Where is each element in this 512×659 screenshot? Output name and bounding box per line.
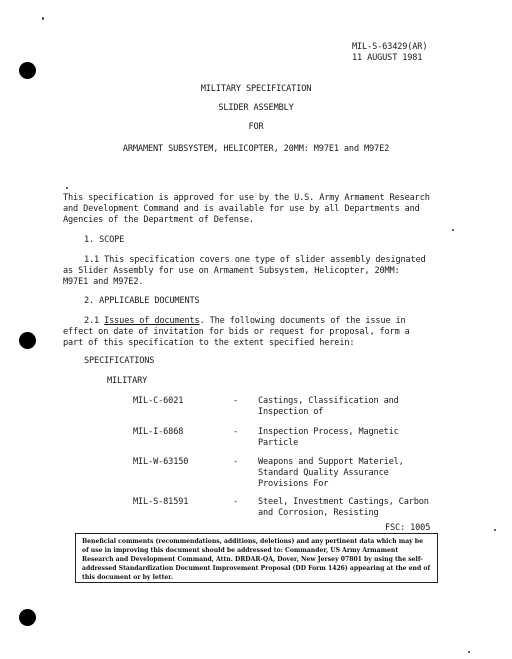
title-line-3: FOR <box>248 122 264 132</box>
fsc-code: FSC: 1005 <box>385 523 431 533</box>
approval-line-1: This specification is approved for use by the U.S. Army Armament Research <box>63 193 430 203</box>
para-2-1-number: 2.1 <box>84 316 100 326</box>
specifications-heading: SPECIFICATIONS <box>84 356 155 366</box>
title-line-2: SLIDER ASSEMBLY <box>218 103 294 113</box>
section-heading-applicable-documents: 2. APPLICABLE DOCUMENTS <box>84 296 200 306</box>
spec-title-line: Weapons and Support Materiel, <box>258 457 404 467</box>
para-2-1-line-3: part of this specification to the extent specified herein: <box>63 338 355 348</box>
spec-title-line: Steel, Investment Castings, Carbon <box>258 497 429 507</box>
spec-title-line: Standard Quality Assurance <box>258 468 389 478</box>
scan-speck <box>42 17 44 20</box>
spec-dash: - <box>233 457 239 467</box>
para-2-1-title: Issues of documents <box>104 316 200 326</box>
spec-title-line: Inspection Process, Magnetic <box>258 427 399 437</box>
scan-speck <box>452 229 454 231</box>
scope-line-2: as Slider Assembly for use on Armament Subsystem, Helicopter, 20MM: <box>63 266 400 276</box>
spec-code: MIL-I-6868 <box>133 427 184 437</box>
section-heading-scope: 1. SCOPE <box>84 235 125 245</box>
spec-title-line: Provisions For <box>258 479 329 489</box>
para-2-1-line-2: effect on date of invitation for bids or request for proposal, form a <box>63 327 410 337</box>
military-heading: MILITARY <box>107 376 148 386</box>
spec-title-line: Castings, Classification and <box>258 396 399 406</box>
spec-dash: - <box>233 427 239 437</box>
spec-dash: - <box>233 396 239 406</box>
spec-dash: - <box>233 497 239 507</box>
punch-hole-middle <box>19 332 36 349</box>
spec-code: MIL-W-63150 <box>133 457 189 467</box>
approval-line-3: Agencies of the Department of Defense. <box>63 215 254 225</box>
punch-hole-top <box>19 62 36 79</box>
punch-hole-bottom <box>19 609 36 626</box>
spec-title-line: and Corrosion, Resisting <box>258 508 379 518</box>
spec-title-line: Particle <box>258 438 299 448</box>
scope-line-3: M97E1 and M97E2. <box>63 277 144 287</box>
title-line-1: MILITARY SPECIFICATION <box>200 84 312 94</box>
beneficial-comments-box: Beneficial comments (recommendations, additions, deletions) and any pertinent data which may be of use in improving this document should be addressed to: Commander, US Army Armament Research and Development Command, Attn. DRDAR-QA, Dover, New Jersey 07801 by using the self-addressed Standardization Document Improvement Proposal (DD Form 1426) appearing at the end of this document or by letter. <box>75 533 438 583</box>
scan-speck <box>494 529 496 531</box>
scan-speck <box>468 651 470 653</box>
document-number: MIL-S-63429(AR) <box>352 42 428 52</box>
spec-code: MIL-S-81591 <box>133 497 189 507</box>
scan-speck <box>66 187 68 189</box>
para-2-1-text: . The following documents of the issue in <box>199 316 406 326</box>
scope-line-1: 1.1 This specification covers one type of slider assembly designated <box>84 255 426 265</box>
para-2-1-line-1 <box>84 316 406 327</box>
approval-line-2: and Development Command and is available for use by all Departments and <box>63 204 420 214</box>
spec-code: MIL-C-6021 <box>133 396 184 406</box>
spec-title-line: Inspection of <box>258 407 324 417</box>
title-line-4: ARMAMENT SUBSYSTEM, HELICOPTER, 20MM: M97E1 and M97E2 <box>122 144 390 154</box>
document-date: 11 AUGUST 1981 <box>352 53 423 63</box>
